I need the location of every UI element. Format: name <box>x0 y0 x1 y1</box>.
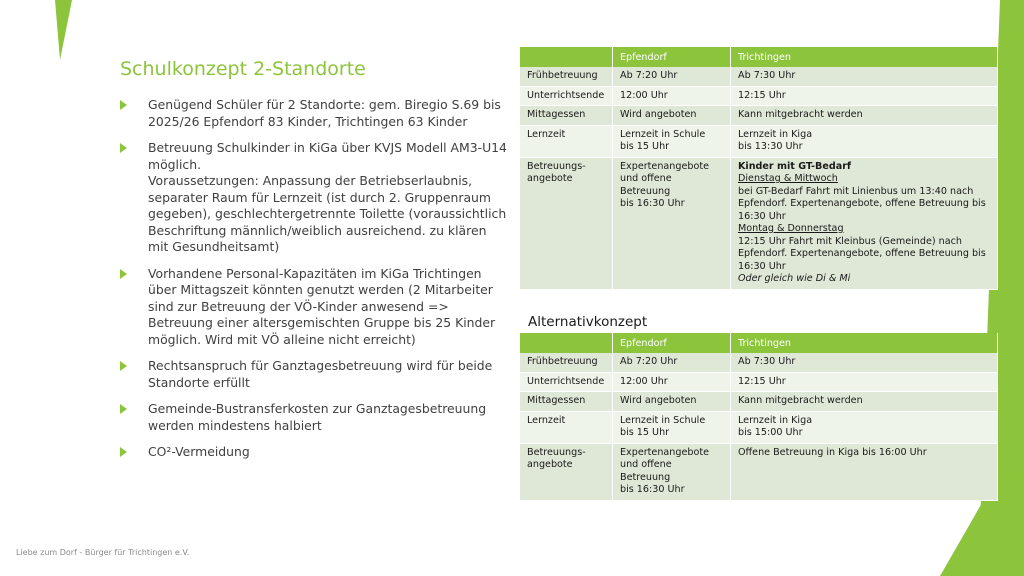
table-cell: Wird angeboten <box>613 392 731 412</box>
table-cell: Expertenangebote und offene Betreuung bis 16:30 Uhr <box>613 158 731 290</box>
slide-title: Schulkonzept 2-Standorte <box>120 58 366 80</box>
table-cell: Ab 7:30 Uhr <box>731 67 998 87</box>
table-cell: Offene Betreuung in Kiga bis 16:00 Uhr <box>731 444 998 501</box>
gt-heading: Kinder mit GT-Bedarf <box>738 160 852 172</box>
table-header-cell: Epfendorf <box>613 47 731 67</box>
row-label: Unterrichtsende <box>520 373 613 393</box>
table-row <box>520 87 998 107</box>
table-cell-details <box>731 158 998 290</box>
bullet-list <box>120 97 510 471</box>
row-label: Frühbetreuung <box>520 353 613 373</box>
table-header-cell: Epfendorf <box>613 333 731 353</box>
table-cell: Ab 7:30 Uhr <box>731 353 998 373</box>
table-cell: Lernzeit in Kiga bis 15:00 Uhr <box>731 412 998 444</box>
table-cell: Kann mitgebracht werden <box>731 106 998 126</box>
row-label: Betreuungs- angebote <box>520 158 613 290</box>
row-label: Lernzeit <box>520 126 613 158</box>
bullet-item: CO²-Vermeidung <box>120 444 510 461</box>
bullet-arrow-icon <box>120 100 127 110</box>
row-label: Betreuungs- angebote <box>520 444 613 501</box>
day-subheading: Dienstag & Mittwoch <box>738 173 838 184</box>
schedule-table-main <box>520 47 998 290</box>
day-subheading: Montag & Donnerstag <box>738 223 844 234</box>
alternative-concept-title: Alternativkonzept <box>528 314 648 330</box>
table-header-row <box>520 333 998 353</box>
table-header-cell: Trichtingen <box>731 47 998 67</box>
row-label: Mittagessen <box>520 106 613 126</box>
table-row <box>520 444 998 501</box>
table-row <box>520 412 998 444</box>
table-row <box>520 67 998 87</box>
table-cell: Expertenangebote und offene Betreuung bis 16:30 Uhr <box>613 444 731 501</box>
bullet-item: Vorhandene Personal-Kapazitäten im KiGa Trichtingen über Mittagszeit könnten genutzt werden (2 Mitarbeiter sind zur Betreuung der VÖ-Kinder anwesend => Betreuung einer altersgemischten Gruppe bis 25 Kinder möglich. Wird mit VÖ alleine nicht erreicht) <box>120 266 510 349</box>
table-row <box>520 126 998 158</box>
table-cell: 12:15 Uhr <box>731 373 998 393</box>
table-row <box>520 392 998 412</box>
table-cell: Lernzeit in Schule bis 15 Uhr <box>613 126 731 158</box>
table-cell: Lernzeit in Schule bis 15 Uhr <box>613 412 731 444</box>
bullet-item: Genügend Schüler für 2 Standorte: gem. Biregio S.69 bis 2025/26 Epfendorf 83 Kinder, Trichtingen 63 Kinder <box>120 97 510 130</box>
table-row <box>520 373 998 393</box>
row-label: Mittagessen <box>520 392 613 412</box>
detail-text: 12:15 Uhr Fahrt mit Kleinbus (Gemeinde) nach Epfendorf. Expertenangebote, offene Betreuung bis 16:30 Uhr <box>738 235 986 272</box>
bullet-arrow-icon <box>120 361 127 371</box>
table-row <box>520 158 998 290</box>
row-label: Unterrichtsende <box>520 87 613 107</box>
schedule-table-alternative <box>520 333 998 501</box>
table-cell: Lernzeit in Kiga bis 13:30 Uhr <box>731 126 998 158</box>
table-cell: 12:15 Uhr <box>731 87 998 107</box>
table-cell: Wird angeboten <box>613 106 731 126</box>
bullet-item: Rechtsanspruch für Ganztagesbetreuung wird für beide Standorte erfüllt <box>120 358 510 391</box>
table-header-row <box>520 47 998 67</box>
bullet-arrow-icon <box>120 447 127 457</box>
footer-text: Liebe zum Dorf - Bürger für Trichtingen e.V. <box>16 548 190 557</box>
table-header-cell <box>520 333 613 353</box>
table-row <box>520 353 998 373</box>
bullet-item: Betreuung Schulkinder in KiGa über KVJS Modell AM3-U14 möglich. Voraussetzungen: Anpassung der Betriebserlaubnis, separater Raum für Lernzeit (ist durch 2. Gruppenraum gegeben), geschlechtergetrennte Toilette (voraussichtlich Beschriftung männlich/weiblich ausreichend. zu klären mit Gesundheitsamt) <box>120 140 510 256</box>
detail-note: Oder gleich wie Di & Mi <box>738 273 851 284</box>
table-header-cell: Trichtingen <box>731 333 998 353</box>
table-cell: 12:00 Uhr <box>613 373 731 393</box>
table-cell: Ab 7:20 Uhr <box>613 353 731 373</box>
row-label: Frühbetreuung <box>520 67 613 87</box>
detail-text: bei GT-Bedarf Fahrt mit Linienbus um 13:40 nach Epfendorf. Expertenangebote, offene Betreuung bis 16:30 Uhr <box>738 185 986 222</box>
bullet-item: Gemeinde-Bustransferkosten zur Ganztagesbetreuung werden mindestens halbiert <box>120 401 510 434</box>
bullet-arrow-icon <box>120 404 127 414</box>
table-cell: Ab 7:20 Uhr <box>613 67 731 87</box>
bullet-arrow-icon <box>120 143 127 153</box>
row-label: Lernzeit <box>520 412 613 444</box>
table-cell: 12:00 Uhr <box>613 87 731 107</box>
bullet-arrow-icon <box>120 269 127 279</box>
table-header-cell <box>520 47 613 67</box>
table-row <box>520 106 998 126</box>
table-cell: Kann mitgebracht werden <box>731 392 998 412</box>
